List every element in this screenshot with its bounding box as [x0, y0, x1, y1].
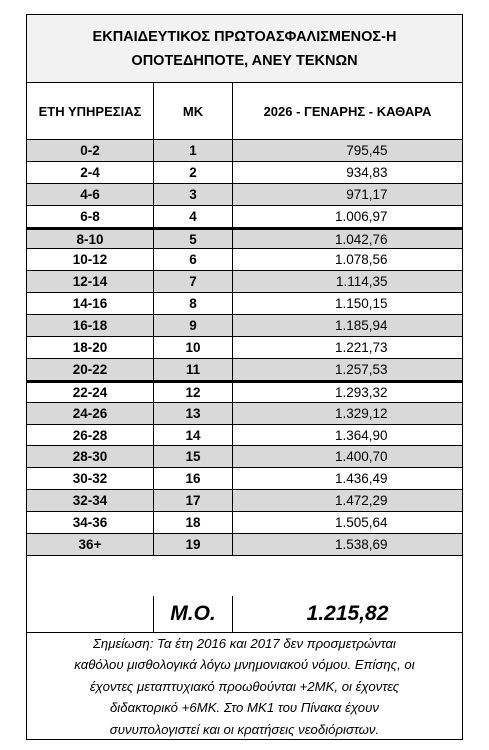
mk-cell: 15 — [154, 446, 233, 467]
years-cell: 12-14 — [27, 271, 154, 292]
salary-cell — [233, 534, 462, 555]
salary-value: 1.150,15 — [334, 296, 388, 312]
years-cell: 14-16 — [27, 293, 154, 314]
years-cell: 0-2 — [27, 140, 154, 161]
years-cell: 26-28 — [27, 425, 154, 446]
average-row — [27, 596, 462, 633]
salary-value: 1.505,64 — [334, 515, 388, 531]
average-empty-cell — [27, 596, 154, 632]
salary-value: 795,45 — [346, 142, 388, 158]
mk-cell: 8 — [154, 293, 233, 314]
salary-cell — [233, 512, 462, 533]
salary-value: 1.185,94 — [334, 318, 388, 334]
table-row — [27, 381, 462, 403]
mk-cell: 6 — [154, 249, 233, 270]
mk-cell: 18 — [154, 512, 233, 533]
mk-cell: 16 — [154, 468, 233, 489]
footnote-line-3: έχοντες μεταπτυχιακό προωθούνται +2ΜΚ, οι έχοντες — [89, 678, 400, 694]
table-row — [27, 249, 462, 271]
footnote-line-1: Σημείωση: Τα έτη 2016 και 2017 δεν προσμετρώνται — [93, 635, 396, 651]
table-row — [27, 534, 462, 556]
years-cell: 34-36 — [27, 512, 154, 533]
years-cell: 6-8 — [27, 206, 154, 227]
salary-cell — [233, 271, 462, 292]
salary-cell — [233, 337, 462, 358]
years-cell: 28-30 — [27, 446, 154, 467]
table-row — [27, 403, 462, 425]
years-cell: 10-12 — [27, 249, 154, 270]
salary-cell — [233, 403, 462, 424]
years-cell: 16-18 — [27, 315, 154, 336]
mk-cell: 11 — [154, 359, 233, 380]
table-row — [27, 228, 462, 250]
table-row — [27, 425, 462, 447]
mk-cell: 7 — [154, 271, 233, 292]
years-cell: 22-24 — [27, 383, 154, 402]
header-salary: 2026 - ΓΕΝΑΡΗΣ - ΚΑΘΑΡΑ — [263, 103, 432, 119]
salary-value: 971,17 — [346, 186, 388, 202]
salary-value: 1.364,90 — [334, 427, 388, 443]
mk-cell: 1 — [154, 140, 233, 161]
mk-cell: 17 — [154, 490, 233, 511]
salary-value: 1.329,12 — [334, 405, 388, 421]
salary-cell — [233, 293, 462, 314]
salary-cell — [233, 206, 462, 227]
salary-value: 1.257,53 — [334, 361, 388, 377]
table-row — [27, 468, 462, 490]
header-years: ΕΤΗ ΥΠΗΡΕΣΙΑΣ — [27, 83, 154, 139]
table-body — [27, 140, 462, 556]
mk-cell: 9 — [154, 315, 233, 336]
salary-value: 1.221,73 — [334, 339, 388, 355]
table-row — [27, 315, 462, 337]
mk-cell: 13 — [154, 403, 233, 424]
salary-table — [26, 14, 463, 740]
salary-cell — [233, 230, 462, 249]
salary-cell — [233, 184, 462, 205]
mk-cell: 4 — [154, 206, 233, 227]
table-row — [27, 359, 462, 381]
table-row — [27, 206, 462, 228]
salary-cell — [233, 162, 462, 183]
header-mk: ΜΚ — [154, 83, 233, 139]
mk-cell: 2 — [154, 162, 233, 183]
salary-value: 1.538,69 — [334, 536, 388, 552]
salary-cell — [233, 140, 462, 161]
salary-cell — [233, 383, 462, 402]
table-row — [27, 271, 462, 293]
salary-cell — [233, 468, 462, 489]
years-cell: 20-22 — [27, 359, 154, 380]
title-line-2: ΟΠΟΤΕΔΗΠΟΤΕ, ΑΝΕΥ ΤΕΚΝΩΝ — [131, 52, 358, 69]
years-cell: 8-10 — [27, 230, 154, 249]
years-cell: 32-34 — [27, 490, 154, 511]
salary-value: 1.078,56 — [334, 252, 388, 268]
years-cell: 4-6 — [27, 184, 154, 205]
salary-value: 1.400,70 — [334, 449, 388, 465]
salary-value: 1.006,97 — [334, 208, 388, 224]
table-header — [27, 83, 462, 140]
footnote-line-4: διδακτορικό +6ΜΚ. Στο ΜΚ1 του Πίνακα έχουν — [109, 700, 379, 716]
salary-value: 1.042,76 — [334, 231, 388, 247]
years-cell: 2-4 — [27, 162, 154, 183]
mk-cell: 19 — [154, 534, 233, 555]
table-row — [27, 162, 462, 184]
title-line-1: ΕΚΠΑΙΔΕΥΤΙΚΟΣ ΠΡΩΤΟΑΣΦΑΛΙΣΜΕΝΟΣ-Η — [92, 28, 397, 45]
years-cell: 18-20 — [27, 337, 154, 358]
average-value: 1.215,82 — [306, 602, 389, 625]
salary-cell — [233, 249, 462, 270]
table-row — [27, 337, 462, 359]
table-row — [27, 184, 462, 206]
table-row — [27, 512, 462, 534]
years-cell: 30-32 — [27, 468, 154, 489]
salary-value: 1.436,49 — [334, 471, 388, 487]
footnote — [27, 633, 462, 740]
table-row — [27, 140, 462, 162]
salary-cell — [233, 490, 462, 511]
mk-cell: 5 — [154, 230, 233, 249]
table-row — [27, 446, 462, 468]
mk-cell: 12 — [154, 383, 233, 402]
salary-value: 1.114,35 — [335, 274, 388, 290]
mk-cell: 10 — [154, 337, 233, 358]
salary-cell — [233, 425, 462, 446]
footnote-line-5: συνυπολογιστεί και οι κρατήσεις νεοδιόριστων. — [109, 721, 380, 737]
table-row — [27, 293, 462, 315]
salary-value: 934,83 — [346, 164, 388, 180]
mk-cell: 3 — [154, 184, 233, 205]
table-row — [27, 490, 462, 512]
footnote-line-2: καθόλου μισθολογικά λόγω μνημονιακού νόμου. Επίσης, οι — [74, 657, 415, 673]
average-label: Μ.Ο. — [154, 596, 233, 632]
salary-value: 1.293,32 — [334, 384, 388, 400]
salary-cell — [233, 446, 462, 467]
salary-value: 1.472,29 — [334, 493, 388, 509]
years-cell: 24-26 — [27, 403, 154, 424]
table-title — [27, 15, 462, 83]
years-cell: 36+ — [27, 534, 154, 555]
mk-cell: 14 — [154, 425, 233, 446]
salary-cell — [233, 315, 462, 336]
salary-cell — [233, 359, 462, 380]
